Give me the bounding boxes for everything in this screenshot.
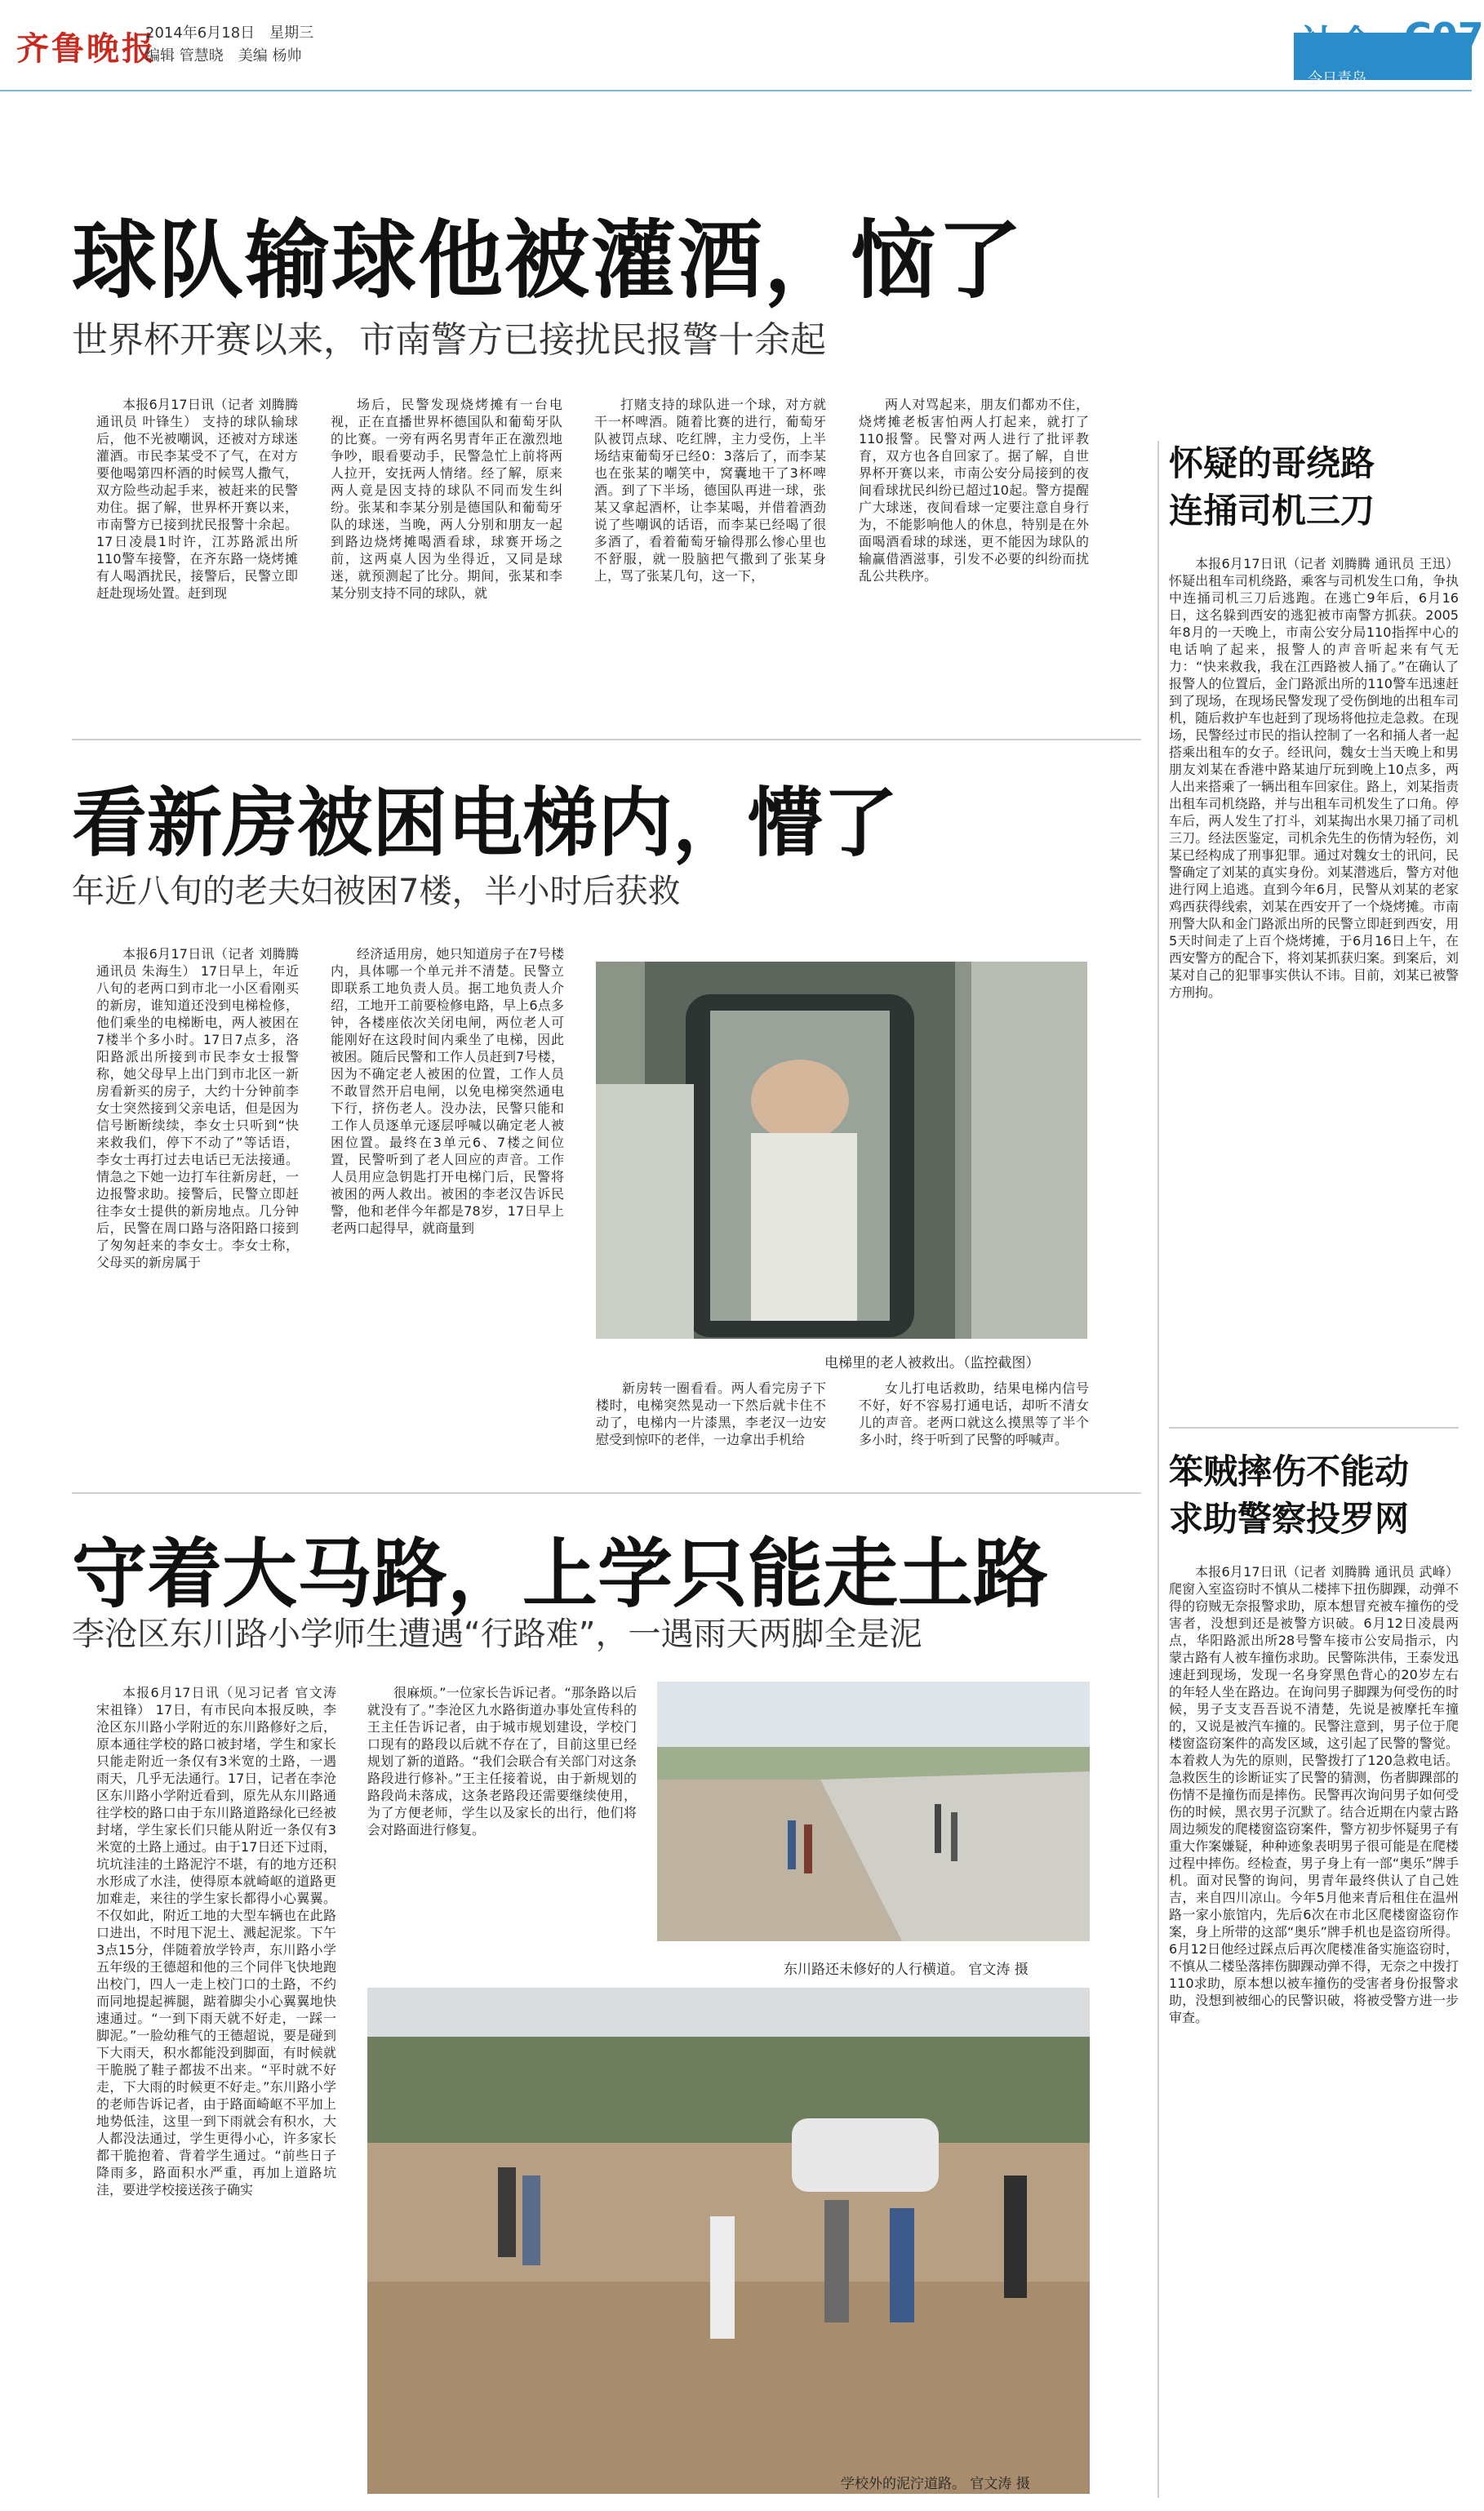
story2-col4-text: 女儿打电话救助，结果电梯内信号不好，好不容易打通电话，却听不清女儿的声音。老两口就这么摸黑等了半个多小时，终于听到了民警的呼喊声。 xyxy=(859,1380,1089,1447)
elevator-photo-image xyxy=(596,962,1087,1339)
side2-headline-line2: 求助警察投罗网 xyxy=(1169,1499,1410,1539)
story1-divider xyxy=(72,739,1141,740)
section-name: 社会 xyxy=(1300,22,1375,66)
side1-headline-line2: 连捅司机三刀 xyxy=(1169,491,1375,531)
muddy-road-photo-caption: 学校外的泥泞道路。 官文涛 摄 xyxy=(841,2476,1030,2492)
page-code: C07 xyxy=(1404,15,1484,59)
story2-col3-text: 新房转一圈看看。两人看完房子下楼时，电梯突然晃动一下然后就卡住不动了，电梯内一片漆黑，李老汉一边安慰受到惊吓的老伴，一边拿出手机给 xyxy=(596,1380,826,1447)
story1-headline: 球队输球他被灌酒，恼了 xyxy=(72,211,1024,310)
crosswalk-photo xyxy=(657,1682,1090,1941)
story1-column-3 xyxy=(594,396,826,722)
story2-column-2 xyxy=(331,945,564,1468)
story2-subhead: 年近八旬的老夫妇被困7楼，半小时后获救 xyxy=(72,873,681,910)
header-divider xyxy=(0,90,1472,91)
muddy-road-photo xyxy=(367,1988,1090,2494)
story1-col4-text: 两人对骂起来，朋友们都劝不住，烧烤摊老板害怕两人打起来，就打了110报警。民警对两人进行了批评教育，双方也各自回家了。据了解，自世界杯开赛以来，市南公安分局接到的夜间看球扰民纠纷已超过10起。警方提醒广大球迷，夜间看球一定要注意自身行为，不能影响他人的休息，特别是在外面喝酒看球的球迷，更不能因为球队的输赢借酒滋事，引发不必要的纠纷而扰乱公共秩序。 xyxy=(859,397,1089,584)
story2-col2-text: 经济适用房，她只知道房子在7号楼内，具体哪一个单元并不清楚。民警立即联系工地负责人员。据工地负责人介绍，工地开工前要检修电路，早上6点多钟，各楼座依次关闭电闸，两位老人可能刚好在这段时间内乘坐了电梯，因此被困。随后民警和工作人员赶到7号楼，因为不确定老人被困的位置，工作人员不敢冒然开启电闸，以免电梯突然通电下行，挤伤老人。没办法，民警只能和工作人员逐单元逐层呼喊以确定老人被困位置。最终在3单元6、7楼之间位置，民警听到了老人回应的声音。工作人员用应急钥匙打开电梯门后，民警将被困的两人救出。被困的李老汉告诉民警，他和老伴今年都是78岁，17日早上老两口起得早，就商量到 xyxy=(331,946,564,1236)
story3-column-2 xyxy=(367,1684,637,1847)
story2-column-1 xyxy=(96,945,299,1468)
side2-body xyxy=(1169,1563,1459,2494)
story1-column-2 xyxy=(331,396,562,722)
side1-body xyxy=(1169,555,1459,1420)
story1-column-4 xyxy=(859,396,1089,722)
story3-subhead: 李沧区东川路小学师生遭遇“行路难”，一遇雨天两脚全是泥 xyxy=(72,1615,922,1653)
crosswalk-photo-caption: 东川路还未修好的人行横道。 官文涛 摄 xyxy=(784,1962,1029,1978)
crosswalk-photo-image xyxy=(657,1682,1090,1941)
story2-column-4 xyxy=(859,1380,1089,1478)
elevator-photo-caption: 电梯里的老人被救出。（监控截图） xyxy=(824,1355,1040,1371)
story2-divider xyxy=(72,1492,1141,1494)
story1-subhead: 世界杯开赛以来，市南警方已接扰民报警十余起 xyxy=(72,319,826,361)
story1-col3-text: 打赌支持的球队进一个球，对方就干一杯啤酒。随着比赛的进行，葡萄牙队被罚点球、吃红牌，主力受伤，上半场结束葡萄牙已经0：3落后了，而李某也在张某的嘲笑中，窝囊地干了3杯啤酒。到了下半场，德国队再进一球，张某又拿起酒杯，让李某喝，并借着酒劲说了些嘲讽的话语，而李某已经喝了很多酒了，看着葡萄牙输得那么惨心里也不舒服，就一股脑把气撒到了张某身上，骂了张某几句，这一下， xyxy=(594,397,826,584)
story2-column-3 xyxy=(596,1380,826,1478)
story3-headline: 守着大马路，上学只能走土路 xyxy=(72,1531,1049,1618)
story3-column-1 xyxy=(96,1684,336,2496)
story2-col1-text: 本报6月17日讯（记者 刘腾腾 通讯员 朱海生） 17日早上，年近八旬的老两口到市北一小区看刚买的新房，谁知道还没到电梯检修，他们乘坐的电梯断电，两人被困在7楼半个多小时。17日7点多，洛阳路派出所接到市民李女士报警称，她父母早上出门到市北区一新房看新买的房子，大约十分钟前李女士突然接到父亲电话，但是因为信号断断续续，李女士只听到“快来救我们，停下不动了”等话语，李女士再打过去电话已无法接通。情急之下她一边打车往新房赶，一边报警求助。接警后，民警立即赶往李女士提供的新房地点。几分钟后，民警在周口路与洛阳路口接到了匆匆赶来的李女士。李女士称，父母买的新房属于 xyxy=(96,946,299,1270)
story1-col1-text: 本报6月17日讯（记者 刘腾腾 通讯员 叶锋生） 支持的球队输球后，他不光被嘲讽，还被对方球迷灌酒。市民李某受不了气，在对方要他喝第四杯酒的时候骂人撒气，双方险些动起手来，被赶来的民警劝住。据了解，世界杯开赛以来，市南警方已接到扰民报警十余起。17日凌晨1时许，江苏路派出所110警车接警，在齐东路一烧烤摊有人喝酒扰民，接警后，民警立即赶赴现场处置。赶到现 xyxy=(96,397,298,601)
editor-credits: 编辑 管慧晓 美编 杨帅 xyxy=(145,47,302,64)
sub-section-name: 今日青岛 xyxy=(1308,70,1366,87)
muddy-road-photo-image xyxy=(367,1988,1090,2494)
story1-column-1 xyxy=(96,396,298,722)
side1-body-text: 本报6月17日讯（记者 刘腾腾 通讯员 王迅） 怀疑出租车司机绕路，乘客与司机发生口角，争执中连捅司机三刀后逃跑。在逃亡9年后，6月16日，这名躲到西安的逃犯被市南警方抓获。2005年8月的一天晚上，市南公安分局110指挥中心的电话响了起来，报警人的声音听起来有气无力：“快来救我，我在江西路被人捅了。”在确认了报警人的位置后，金门路派出所的110警车迅速赶到了现场，在现场民警发现了受伤倒地的出租车司机，随后救护车也赶到了现场将他拉走急救。在现场，民警经过市民的指认控制了一名和捅人者一起搭乘出租车的女子。经讯问，魏女士当天晚上和男朋友刘某在香港中路某迪厅玩到晚上10点多，两人出来搭乘了一辆出租车回家住。路上，刘某指责出租车司机绕路，并与出租车司机发生了口角。停车后，两人发生了打斗，刘某掏出水果刀捅了司机三刀。经法医鉴定，司机余先生的伤情为轻伤，刘某已经构成了刑事犯罪。通过对魏女士的讯问，民警确定了刘某的真实身份。刘某潜逃后，警方对他进行网上追逃。直到今年6月，民警从刘某的老家鸡西获得线索，刘某在西安开了一个烧烤摊。市南刑警大队和金门路派出所的民警立即赶到西安，用5天时间走了上百个烧烤摊，于6月16日上午，在西安警方的配合下，将刘某抓获归案。到案后，刘某对自己的犯罪事实供认不讳。目前，刘某已被警方刑拘。 xyxy=(1169,556,1459,1000)
sidebar-divider xyxy=(1157,441,1159,2498)
story1-col2-text: 场后，民警发现烧烤摊有一台电视，正在直播世界杯德国队和葡萄牙队的比赛。一旁有两名男青年正在激烈地争吵，眼看要动手，民警急忙上前将两人拉开，安抚两人情绪。经了解，原来两人竟是因支持的球队不同而发生纠纷。张某和李某分别是德国队和葡萄牙队的球迷，当晚，两人分别和朋友一起到路边烧烤摊喝酒看球，球赛开场之前，这两桌人因为坐得近，又同是球迷，就预测起了比分。期间，张某和李某分别支持不同的球队，就 xyxy=(331,397,562,601)
issue-date: 2014年6月18日 星期三 xyxy=(145,24,314,42)
story3-col1-text: 本报6月17日讯（见习记者 官文涛 宋祖锋） 17日，有市民向本报反映，李沧区东川路小学附近的东川路修好之后，原本通往学校的路口被封堵，学生和家长只能走附近一条仅有3米宽的土路，一遇雨天，几乎无法通行。17日，记者在李沧区东川路小学附近看到，原先从东川路通往学校的路口由于东川路道路绿化已经被封堵，学生家长们只能从附近一条仅有3米宽的土路上通过。由于17日还下过雨，坑坑洼洼的土路泥泞不堪，有的地方还积水形成了水洼，使得原本就崎岖的道路更加难走，来往的学生家长都得小心翼翼。不仅如此，附近工地的大型车辆也在此路口进出，不时甩下泥土、溅起泥浆。下午3点15分，伴随着放学铃声，东川路小学五年级的王德超和他的三个同伴飞快地跑出校门，四人一走上校门口的土路，不约而同地提起裤腿，踮着脚尖小心翼翼地快速通过。“一到下雨天就不好走，一踩一脚泥。”一脸幼稚气的王德超说，要是碰到下大雨天，积水都能没到脚面，有时候就干脆脱了鞋子都拔不出来。“平时就不好走，下大雨的时候更不好走。”东川路小学的老师告诉记者，由于路面崎岖不平加上地势低洼，这里一到下雨就会有积水，大人都没法通过，学生更得小心，许多家长都干脆抱着、背着学生通过。“前些日子降雨多，路面积水严重，再加上道路坑洼，要进学校接送孩子确实 xyxy=(96,1685,336,2198)
story3-col2-text: 很麻烦。”一位家长告诉记者。“那条路以后就没有了。”李沧区九水路街道办事处宣传科的王主任告诉记者，由于城市规划建设，学校门口现有的路段以后就不存在了，目前这里已经规划了新的道路。“我们会联合有关部门对这条路段进行修补。”王主任接着说，由于新规划的路段尚未落成，这条老路段还需要继续使用，为了方便老师，学生以及家长的出行，他们将会对路面进行修复。 xyxy=(367,1685,637,1838)
side2-body-text: 本报6月17日讯（记者 刘腾腾 通讯员 武峰） 爬窗入室盗窃时不慎从二楼摔下扭伤脚踝，动弹不得的窃贼无奈报警求助，原本想冒充被车撞伤的受害者，没想到还是被警方识破。6月12日凌晨两点，华阳路派出所28号警车接市公安局指示，内蒙古路有人被车撞伤求助。民警陈洪伟，王泰发迅速赶到现场，发现一名身穿黑色背心的20岁左右的年轻人坐在路边。在询问男子脚踝为何受伤的时候，男子支支吾吾说不清楚，先说是被摩托车撞的，又说是被汽车撞的。民警注意到，男子位于爬楼窗盗窃案件的高发区域，这引起了民警的警觉。本着救人为先的原则，民警拨打了120急救电话。急救医生的诊断证实了民警的猜测，伤者脚踝部的伤情不是撞伤而是摔伤。民警再次询问男子如何受伤的时候，黑衣男子沉默了。结合近期在内蒙古路周边频发的爬楼窗盗窃案件，警方初步怀疑男子有重大作案嫌疑，种种迹象表明男子很可能是在爬楼过程中摔伤。经检查，男子身上有一部“奥乐”牌手机。面对民警的询问，男青年最终供认了自己姓吉，来自四川凉山。今年5月他来青后租住在温州路一家小旅馆内，先后6次在市北区爬楼窗盗窃作案，身上所带的这部“奥乐”牌手机也是盗窃所得。6月12日他经过踩点后再次爬楼准备实施盗窃时，不慎从二楼坠落摔伤脚踝动弹不得，无奈之中拨打110求助，原本想以被车撞伤的受害者身份报警求助，没想到被细心的民警识破，将被受警方进一步审查。 xyxy=(1169,1564,1459,2025)
side2-headline-line1: 笨贼摔伤不能动 xyxy=(1169,1451,1410,1491)
elevator-photo xyxy=(596,962,1087,1339)
newspaper-logo: 齐鲁晚报 xyxy=(16,29,157,68)
sidebar-story-divider xyxy=(1169,1427,1459,1429)
story2-headline: 看新房被困电梯内，懵了 xyxy=(72,780,899,867)
side1-headline-line1: 怀疑的哥绕路 xyxy=(1169,443,1375,483)
